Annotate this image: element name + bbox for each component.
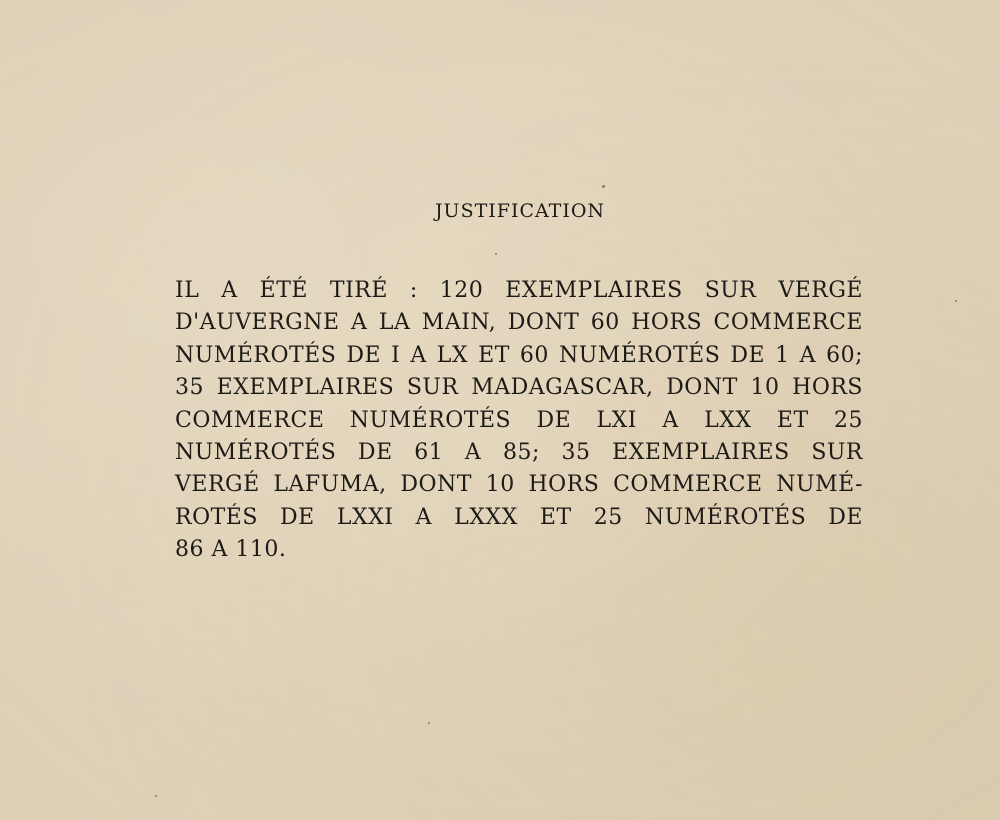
paper-speck [155,795,157,797]
paper-speck [495,253,497,255]
text-line-1: IL A ÉTÉ TIRÉ : 120 EXEMPLAIRES SUR VERGÉ [175,278,863,303]
text-line-8: ROTÉS DE LXXI A LXXX ET 25 NUMÉROTÉS DE [175,504,863,530]
text-line-5: COMMERCE NUMÉROTÉS DE LXI A LXX ET 25 [175,407,863,433]
paper-speck [428,722,430,724]
paper-speck [602,185,605,188]
paper-speck [955,300,957,302]
text-line-9: 86 A 110. [175,537,287,563]
text-line-7: VERGÉ LAFUMA, DONT 10 HORS COMMERCE NUMÉ- [175,472,863,498]
text-line-4: 35 EXEMPLAIRES SUR MADAGASCAR, DONT 10 HORS [175,375,863,401]
text-line-3: NUMÉROTÉS DE I A LX ET 60 NUMÉROTÉS DE 1 A 60; [175,342,863,368]
page-title: JUSTIFICATION [434,200,606,222]
text-line-2: D'AUVERGNE A LA MAIN, DONT 60 HORS COMMERCE [175,310,863,336]
justification-text [175,275,863,567]
text-line-6: NUMÉROTÉS DE 61 A 85; 35 EXEMPLAIRES SUR [175,440,863,466]
